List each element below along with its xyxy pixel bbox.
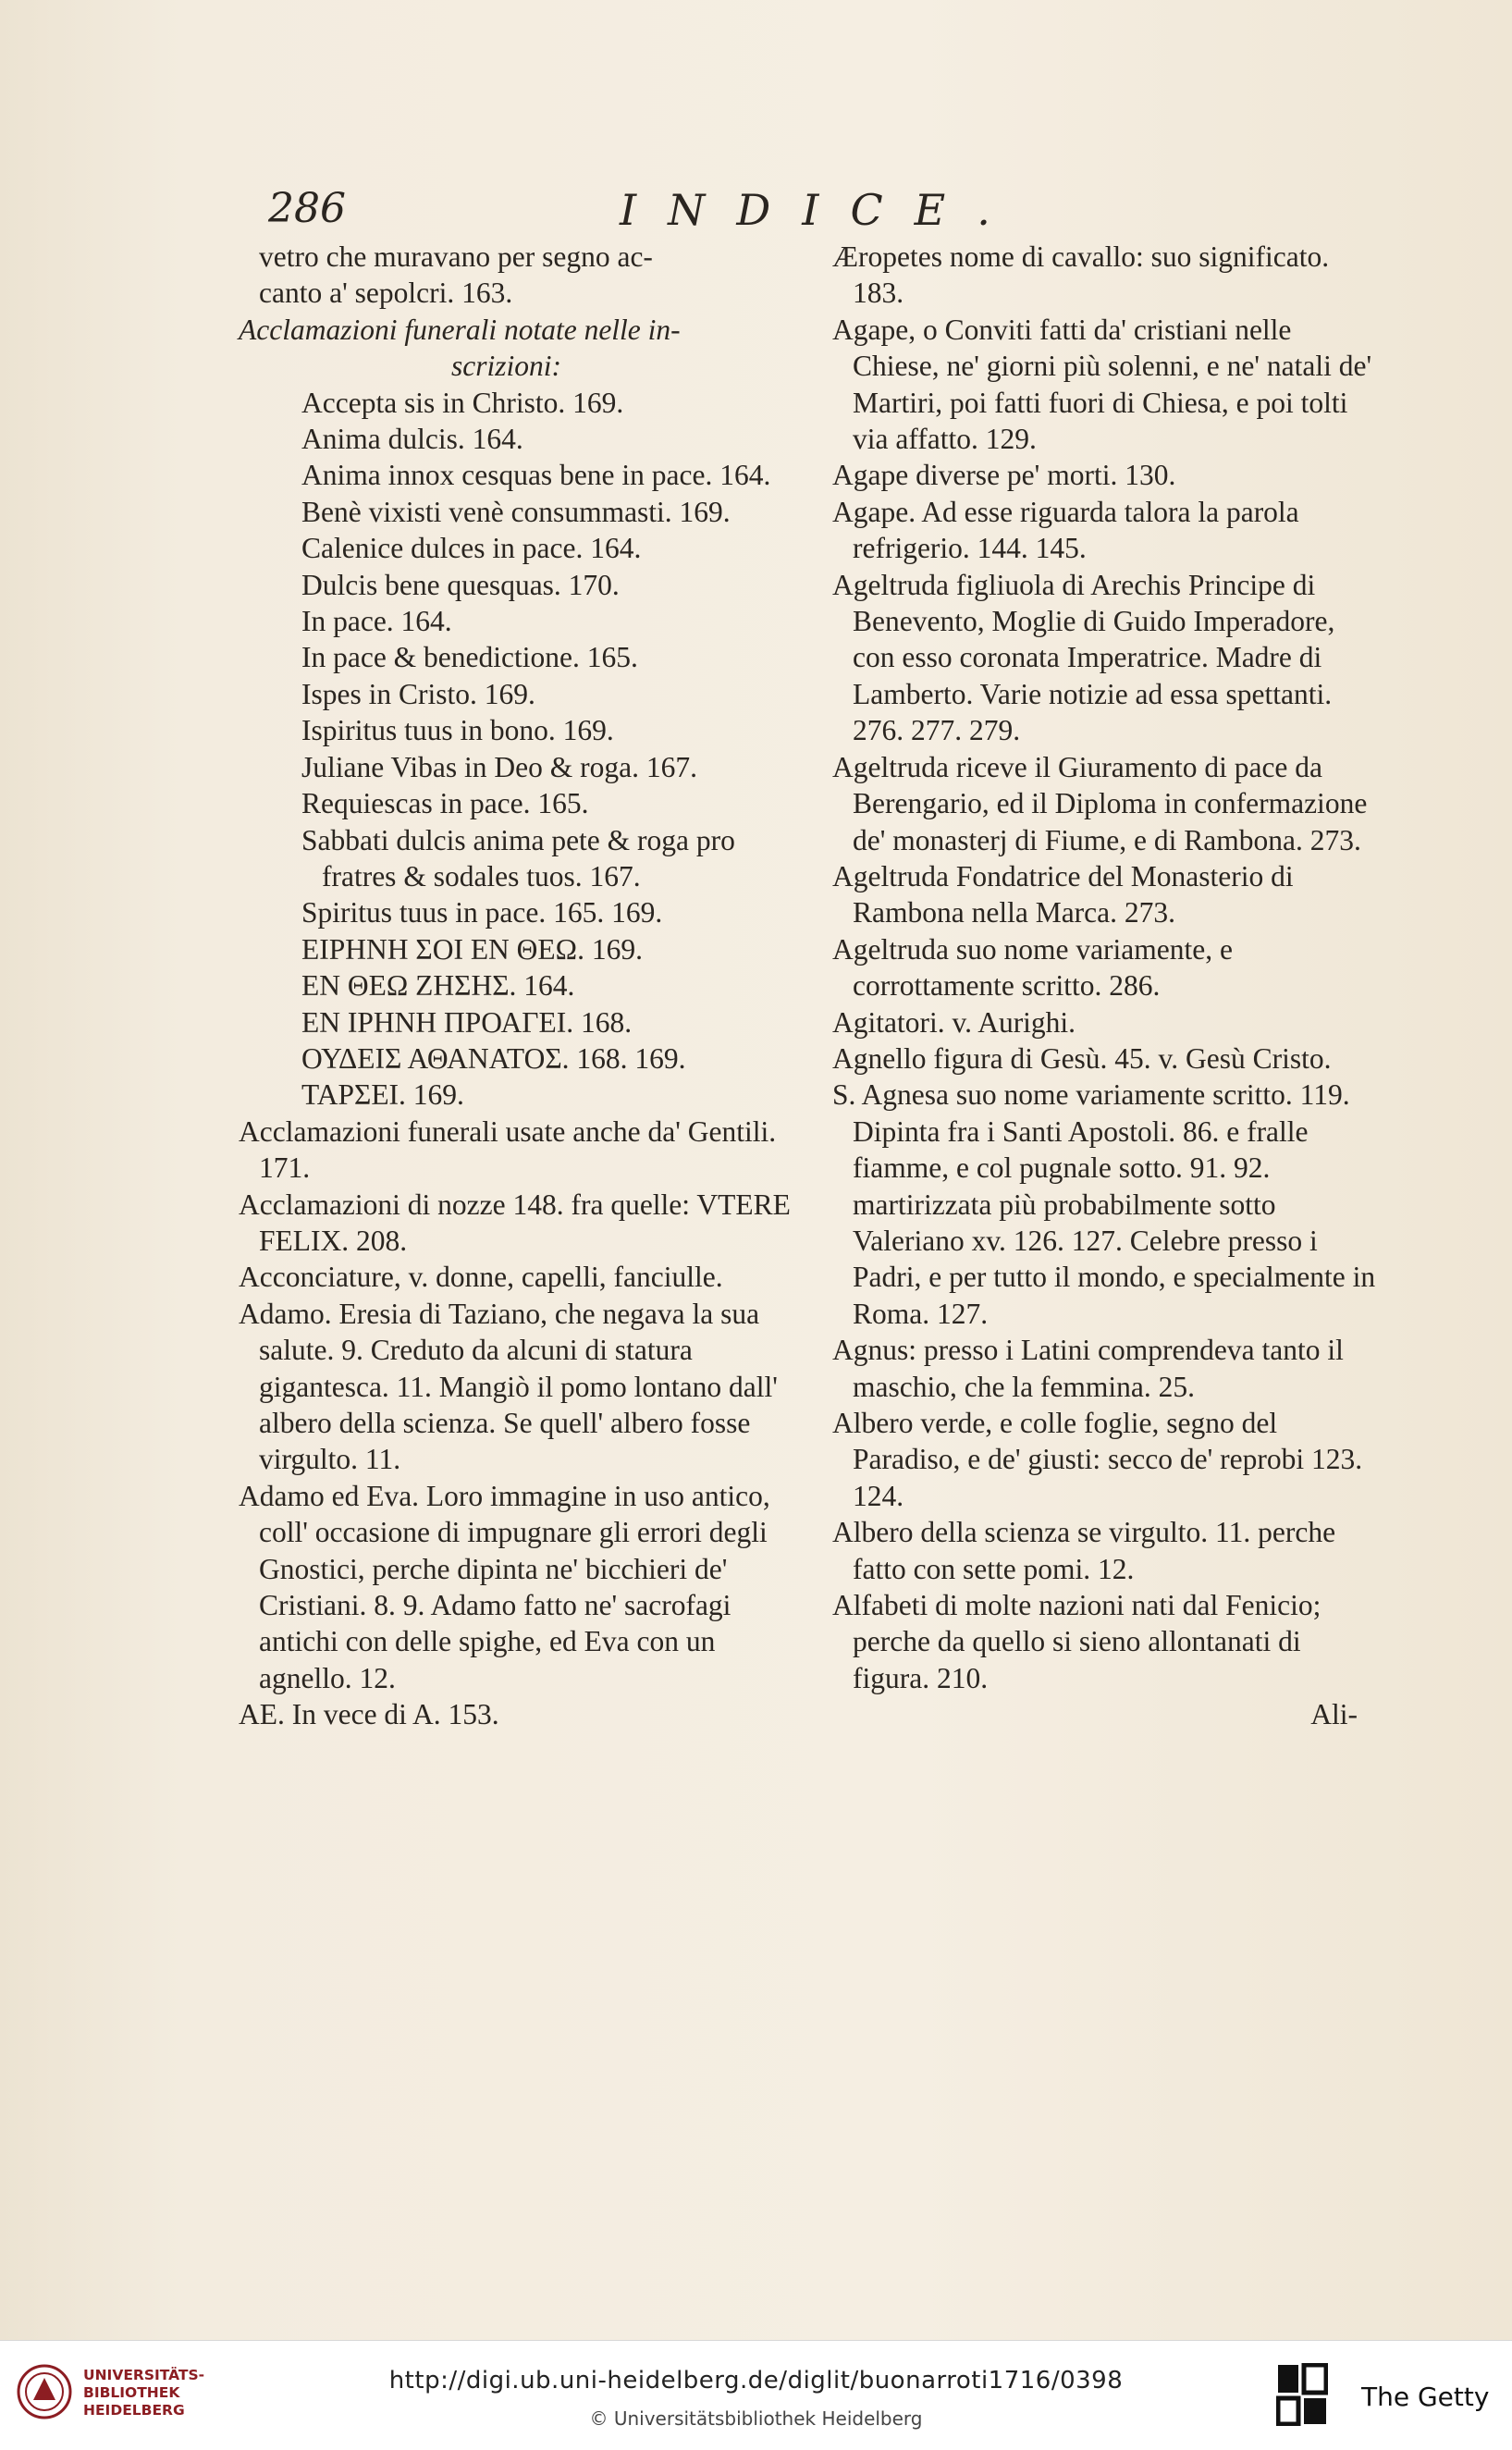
- index-entry: ΕΝ ΙΡΗΝΗ ΠΡΟΑΓΕΙ. 168.: [301, 1005, 633, 1039]
- index-entry: AE. In vece di A. 153.: [239, 1698, 499, 1731]
- index-entry: ΕΝ ΘΕΩ ΖΗΣΗΣ. 164.: [301, 969, 575, 1003]
- index-column-left: [239, 239, 803, 1733]
- page-number: 286: [268, 185, 346, 232]
- index-entry: Calenice dulces in pace. 164.: [301, 532, 642, 565]
- index-entry: Adamo ed Eva. Loro immagine in uso antico, coll' occasione di impugnare gli errori degli Gnostici, perche dipinta ne' bicchieri de' Cristiani. 8. 9. Adamo fatto ne' sacrofagi antichi con delle spighe, ed Eva con un agnello. 12.: [239, 1479, 770, 1694]
- index-entry: Acclamazioni funerali usate anche da' Gentili. 171.: [239, 1114, 777, 1185]
- index-column-right: [832, 239, 1382, 1733]
- index-entry: In pace. 164.: [301, 605, 452, 638]
- university-name: UNIVERSITÄTS- BIBLIOTHEK HEIDELBERG: [83, 2367, 205, 2419]
- index-entry: Albero verde, e colle foglie, segno del Paradiso, e de' giusti: secco de' reprobi 123. 124.: [832, 1407, 1363, 1512]
- index-entry: Agape. Ad esse riguarda talora la parola refrigerio. 144. 145.: [832, 495, 1299, 565]
- index-entry: canto a' sepolcri. 163.: [259, 277, 513, 310]
- index-entry: Anima innox cesquas bene in pace. 164.: [301, 459, 771, 492]
- index-entry: Ispiritus tuus in bono. 169.: [301, 714, 614, 747]
- index-entry: Alfabeti di molte nazioni nati dal Fenicio; perche da quello si sieno allontanati di figura. 210.: [832, 1589, 1321, 1694]
- index-entry: Albero della scienza se virgulto. 11. perche fatto con sette pomi. 12.: [832, 1516, 1336, 1585]
- index-entry: Benè vixisti venè consummasti. 169.: [301, 495, 731, 528]
- index-entry: Ageltruda suo nome variamente, e corrottamente scritto. 286.: [832, 932, 1233, 1003]
- index-entry: Anima dulcis. 164.: [301, 423, 523, 456]
- index-entry: ΕΙΡΗΝΗ ΣΟΙ ΕΝ ΘΕΩ. 169.: [301, 932, 643, 966]
- index-entry: Accepta sis in Christo. 169.: [301, 386, 624, 419]
- index-entry: S. Agnesa suo nome variamente scritto. 119. Dipinta fra i Santi Apostoli. 86. e fralle fiamme, e col pugnale sotto. 91. 92. martirizzata più probabilmente sotto Valeriano xv. 126. 127. Celebre presso i Padri, e per tutto il mondo, e specialmente in Roma. 127.: [832, 1078, 1376, 1330]
- index-entry: Dulcis bene quesquas. 170.: [301, 568, 620, 601]
- index-entry: Spiritus tuus in pace. 165. 169.: [301, 896, 663, 930]
- page-header: [0, 185, 1512, 240]
- index-entry: Requiescas in pace. 165.: [301, 787, 589, 820]
- index-entry: Acclamazioni funerali notate nelle in-: [239, 313, 681, 346]
- running-title: INDICE.: [620, 185, 1022, 235]
- index-entry: Agnus: presso i Latini comprendeva tanto il maschio, che la femmina. 25.: [832, 1334, 1344, 1403]
- index-entry: Ageltruda figliuola di Arechis Principe di Benevento, Moglie di Guido Imperadore, con esso coronata Imperatrice. Madre di Lamberto. Varie notizie ad essa spettanti. 276. 277. 279.: [832, 568, 1335, 747]
- index-entry: Agape diverse pe' morti. 130.: [832, 459, 1176, 492]
- index-entry: Adamo. Eresia di Taziano, che negava la sua salute. 9. Creduto da alcuni di statura gigantesca. 11. Mangiò il pomo lontano dall' albero della scienza. Se quell' albero fosse virgulto. 11.: [239, 1297, 778, 1476]
- index-entry: Ageltruda Fondatrice del Monasterio di Rambona nella Marca. 273.: [832, 859, 1294, 930]
- index-entry: ΟΥΔΕΙΣ ΑΘΑΝΑΤΟΣ. 168. 169.: [301, 1041, 686, 1075]
- index-entry: Ageltruda riceve il Giuramento di pace da Berengario, ed il Diploma in confermazione de' monasterj di Fiume, e di Rambona. 273.: [832, 750, 1368, 856]
- index-entry: Æropetes nome di cavallo: suo significato. 183.: [832, 240, 1330, 310]
- index-entry: Agnello figura di Gesù. 45. v. Gesù Cristo.: [832, 1041, 1332, 1075]
- getty-logo-icon[interactable]: [1276, 2363, 1328, 2426]
- index-entry: Agape, o Conviti fatti da' cristiani nelle Chiese, ne' giorni più solenni, e ne' natali de' Martiri, poi fatti fuori di Chiesa, e poi tolti via affatto. 129.: [832, 313, 1372, 456]
- index-entry: Ispes in Cristo. 169.: [301, 677, 535, 710]
- index-entry: Acconciature, v. donne, capelli, fanciulle.: [239, 1261, 723, 1294]
- index-entry: ΤΑΡΣΕΙ. 169.: [301, 1078, 464, 1112]
- index-entry: vetro che muravano per segno ac-: [259, 240, 653, 273]
- viewer-footer: [0, 2340, 1512, 2450]
- copyright-notice: © Universitätsbibliothek Heidelberg: [589, 2407, 923, 2430]
- index-entry: Sabbati dulcis anima pete & roga pro fratres & sodales tuos. 167.: [301, 823, 735, 893]
- index-entry: In pace & benedictione. 165.: [301, 641, 638, 674]
- catchword: Ali-: [1310, 1698, 1358, 1731]
- index-entry: Juliane Vibas in Deo & roga. 167.: [301, 750, 697, 783]
- index-entry: Agitatori. v. Aurighi.: [832, 1005, 1076, 1039]
- index-entry: Acclamazioni di nozze 148. fra quelle: VTERE FELIX. 208.: [239, 1188, 791, 1257]
- getty-name: The Getty: [1361, 2382, 1490, 2412]
- permalink-url[interactable]: http://digi.ub.uni-heidelberg.de/diglit/buonarroti1716/0398: [388, 2367, 1124, 2395]
- index-entry: scrizioni:: [451, 350, 562, 383]
